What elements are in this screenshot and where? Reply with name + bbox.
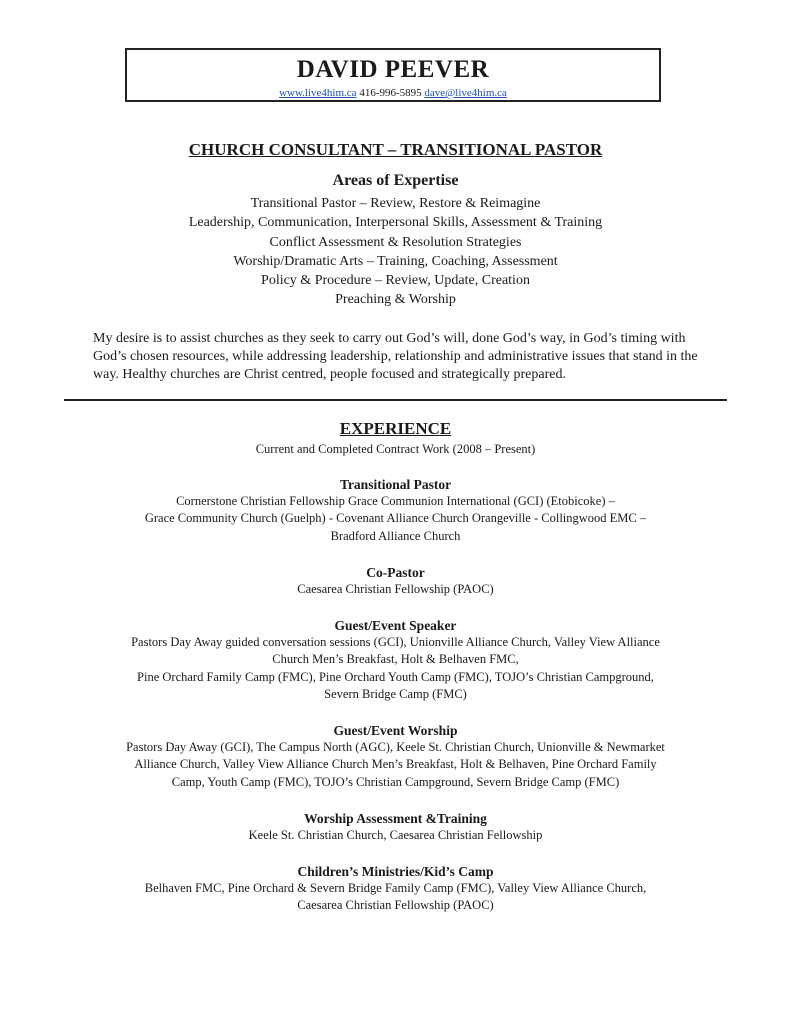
experience-heading: EXPERIENCE — [339, 419, 452, 438]
role-title: Co-Pastor — [366, 565, 425, 580]
role-line: Pastors Day Away guided conversation sessions (GCI), Unionville Alliance Church, Valley View Alliance — [131, 635, 660, 649]
expertise-item: Preaching & Worship — [335, 292, 456, 308]
role-title: Transitional Pastor — [339, 477, 452, 492]
role-line: Bradford Alliance Church — [330, 528, 461, 543]
role-guest-speaker — [60, 617, 731, 704]
role-title: Worship Assessment &Training — [304, 811, 487, 826]
role-line: Keele St. Christian Church, Caesarea Christian Fellowship — [248, 828, 543, 842]
role-title: Guest/Event Speaker — [334, 618, 457, 633]
website-link[interactable]: www.live4him.ca — [279, 87, 357, 99]
role-title: Children’s Ministries/Kid’s Camp — [297, 864, 494, 879]
role-childrens-ministries — [60, 863, 731, 915]
email-link[interactable]: dave@live4him.ca — [424, 87, 507, 99]
name-header-box — [125, 48, 661, 102]
role-transitional-pastor — [60, 476, 731, 545]
role-line: Caesarea Christian Fellowship (PAOC) — [297, 898, 494, 913]
role-line: Camp, Youth Camp (FMC), TOJO’s Christian Campground, Severn Bridge Camp (FMC) — [171, 774, 620, 789]
expertise-item: Conflict Assessment & Resolution Strategies — [269, 234, 522, 250]
role-worship-assessment — [60, 810, 731, 844]
person-name: DAVID PEEVER — [296, 56, 490, 83]
expertise-heading: Areas of Expertise — [332, 172, 459, 189]
expertise-list — [60, 194, 731, 310]
contact-line — [127, 86, 659, 100]
experience-subheading: Current and Completed Contract Work (2008 – Present) — [255, 442, 536, 456]
role-line: Pastors Day Away (GCI), The Campus North (AGC), Keele St. Christian Church, Unionville & Newmarket — [126, 740, 665, 754]
role-line: Alliance Church, Valley View Alliance Church Men’s Breakfast, Holt & Belhaven, Pine Orchard Family — [134, 757, 657, 772]
role-line: Cornerstone Christian Fellowship Grace Communion International (GCI) (Etobicoke) – — [176, 494, 615, 508]
page-title: CHURCH CONSULTANT – TRANSITIONAL PASTOR — [188, 140, 603, 159]
section-divider — [64, 399, 727, 401]
expertise-item: Leadership, Communication, Interpersonal Skills, Assessment & Training — [188, 215, 603, 231]
role-line: Church Men’s Breakfast, Holt & Belhaven FMC, — [272, 652, 519, 667]
role-co-pastor — [60, 564, 731, 598]
role-title: Guest/Event Worship — [333, 723, 458, 738]
role-guest-worship — [60, 722, 731, 791]
expertise-item: Worship/Dramatic Arts – Training, Coaching, Assessment — [233, 253, 558, 269]
phone-number: 416-996-5895 — [359, 87, 422, 99]
mission-statement: My desire is to assist churches as they seek to carry out God’s will, done God’s way, in God’s timing with God’s chosen resources, while addressing leadership, relationship and administrative issues that stand in the way. Healthy churches are Christ centred, people focused and strategically prepared. — [93, 331, 698, 382]
role-line: Severn Bridge Camp (FMC) — [324, 687, 467, 702]
role-line: Pine Orchard Family Camp (FMC), Pine Orchard Youth Camp (FMC), TOJO’s Christian Campground, — [137, 669, 654, 684]
role-line: Grace Community Church (Guelph) - Covenant Alliance Church Orangeville - Collingwood EMC – — [144, 511, 647, 526]
role-line: Caesarea Christian Fellowship (PAOC) — [297, 582, 494, 596]
expertise-item: Policy & Procedure – Review, Update, Creation — [261, 273, 530, 289]
expertise-item: Transitional Pastor – Review, Restore & Reimagine — [250, 196, 541, 211]
role-line: Belhaven FMC, Pine Orchard & Severn Bridge Family Camp (FMC), Valley View Alliance Church, — [144, 881, 647, 895]
